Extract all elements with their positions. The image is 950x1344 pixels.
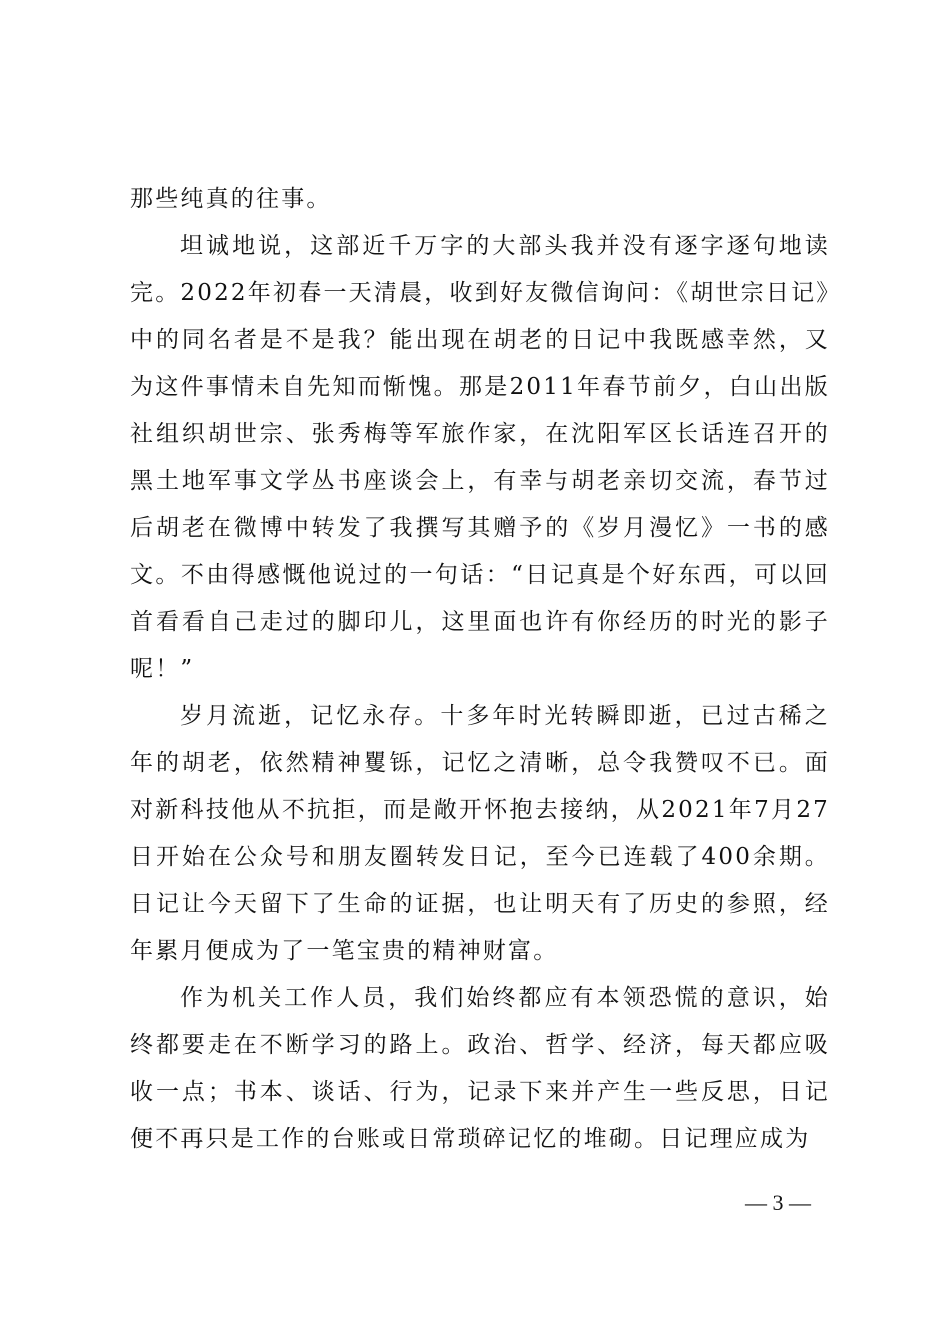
paragraph-learning: 作为机关工作人员，我们始终都应有本领恐慌的意识，始终都要走在不断学习的路上。政治、哲学、经济，每天都应吸收一点；书本、谈话、行为，记录下来并产生一些反思，日记便不再只是工作的台账或日常琐碎记忆的堆砌。日记理应成为 <box>130 985 830 1152</box>
body-text <box>130 176 830 1163</box>
paragraph-continuation: 那些纯真的往事。 <box>130 186 332 212</box>
paragraph-diary-reading: 坦诚地说，这部近千万字的大部头我并没有逐字逐句地读完。2022年初春一天清晨，收到好友微信询问：《胡世宗日记》中的同名者是不是我？能出现在胡老的日记中我既感幸然，又为这件事情未自先知而惭愧。那是2011年春节前夕，白山出版社组织胡世宗、张秀梅等军旅作家，在沈阳军区长话连召开的黑土地军事文学丛书座谈会上，有幸与胡老亲切交流，春节过后胡老在微博中转发了我撰写其赠予的《岁月漫忆》一书的感文。不由得感慨他说过的一句话：“日记真是个好东西，可以回首看看自己走过的脚印儿，这里面也许有你经历的时光的影子呢！” <box>130 233 830 682</box>
page-number: — 3 — <box>745 1190 811 1215</box>
paragraph-memory: 岁月流逝，记忆永存。十多年时光转瞬即逝，已过古稀之年的胡老，依然精神矍铄，记忆之清晰，总令我赞叹不已。面对新科技他从不抗拒，而是敞开怀抱去接纳，从2021年7月27日开始在公众号和朋友圈转发日记，至今已连载了400余期。日记让今天留下了生命的证据，也让明天有了历史的参照，经年累月便成为了一笔宝贵的精神财富。 <box>130 703 830 964</box>
